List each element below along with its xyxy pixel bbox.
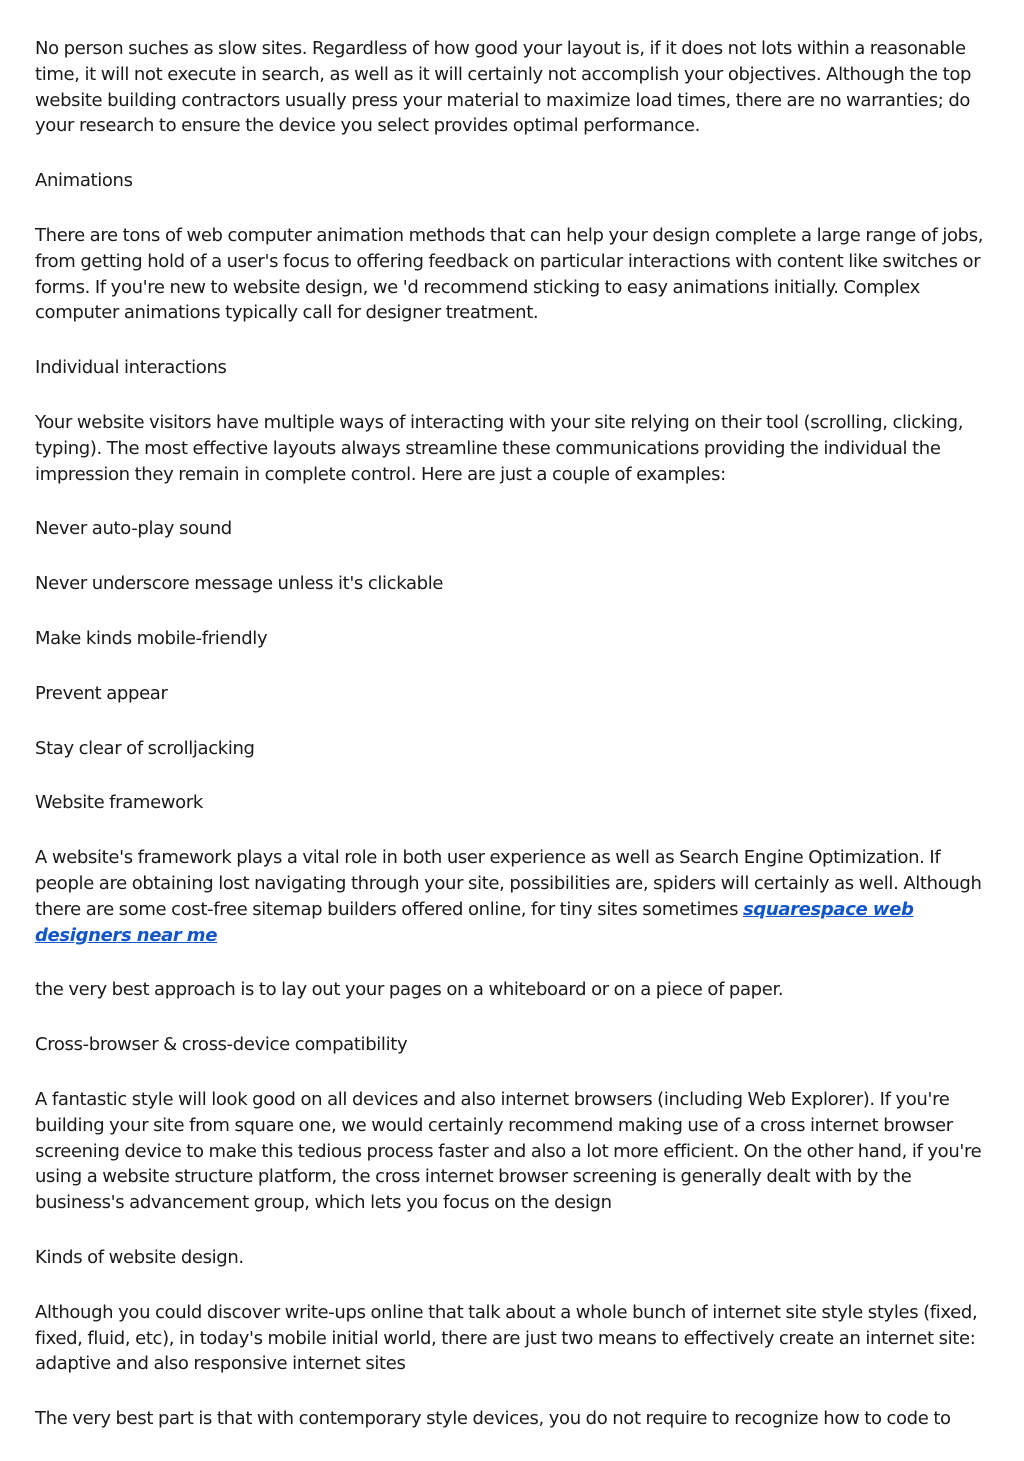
- paragraph-framework: [35, 845, 995, 948]
- list-item-scrolljacking: Stay clear of scrolljacking: [35, 737, 255, 759]
- paragraph-kinds-of-design: Although you could discover write-ups online that talk about a whole bunch of internet site style styles (fixed, fixed, fluid, etc), in today's mobile initial world, there are just two means to effectively create an internet site: adaptive and also responsive internet sites: [35, 1301, 978, 1375]
- paragraph-framework-text: A website's framework plays a vital role in both user experience as well as Search Engine Optimization. If people are obtaining lost navigating through your site, possibilities are, spiders will certainly as well. Although there are some cost-free sitemap builders offered online, for tiny sites sometimes: [35, 847, 982, 920]
- paragraph-modern-tools: The very best part is that with contemporary style devices, you do not require to recognize how to code to: [35, 1408, 951, 1430]
- list-item-autoplay: Never auto-play sound: [35, 518, 232, 540]
- paragraph-animations: There are tons of web computer animation methods that can help your design complete a large range of jobs, from getting hold of a user's focus to offering feedback on particular interactions with content like switches or forms. If you're new to website design, we 'd recommend sticking to easy animations initially. Complex computer animations typically call for designer treatment.: [35, 224, 984, 324]
- paragraph-interactions: Your website visitors have multiple ways of interacting with your site relying on their tool (scrolling, clicking, typing). The most effective layouts always streamline these communications providing the individual the impression they remain in complete control. Here are just a couple of examples:: [35, 411, 964, 485]
- list-item-popups: Prevent appear: [35, 682, 168, 704]
- heading-website-framework: Website framework: [35, 792, 203, 814]
- heading-compatibility: Cross-browser & cross-device compatibility: [35, 1034, 408, 1056]
- heading-kinds-of-design: Kinds of website design.: [35, 1246, 244, 1268]
- heading-animations: Animations: [35, 170, 133, 192]
- document-body: [35, 36, 995, 1461]
- paragraph-load-times: No person suches as slow sites. Regardless of how good your layout is, if it does not lots within a reasonable time, it will not execute in search, as well as it will certainly not accomplish your objectives. Although the top website building contractors usually press your material to maximize load times, there are no warranties; do your research to ensure the device you select provides optimal performance.: [35, 38, 972, 137]
- list-item-underscore: Never underscore message unless it's clickable: [35, 573, 444, 595]
- list-item-mobile-forms: Make kinds mobile-friendly: [35, 627, 268, 649]
- heading-individual-interactions: Individual interactions: [35, 357, 227, 379]
- paragraph-compatibility: A fantastic style will look good on all devices and also internet browsers (including Web Explorer). If you're building your site from square one, we would certainly recommend making use of a cross internet browser screening device to make this tedious process faster and also a lot more efficient. On the other hand, if you're using a website structure platform, the cross internet browser screening is generally dealt with by the business's advancement group, which lets you focus on the design: [35, 1088, 982, 1214]
- paragraph-whiteboard: the very best approach is to lay out your pages on a whiteboard or on a piece of paper.: [35, 979, 784, 1001]
- squarespace-designers-link[interactable]: squarespace web designers near me: [35, 898, 914, 946]
